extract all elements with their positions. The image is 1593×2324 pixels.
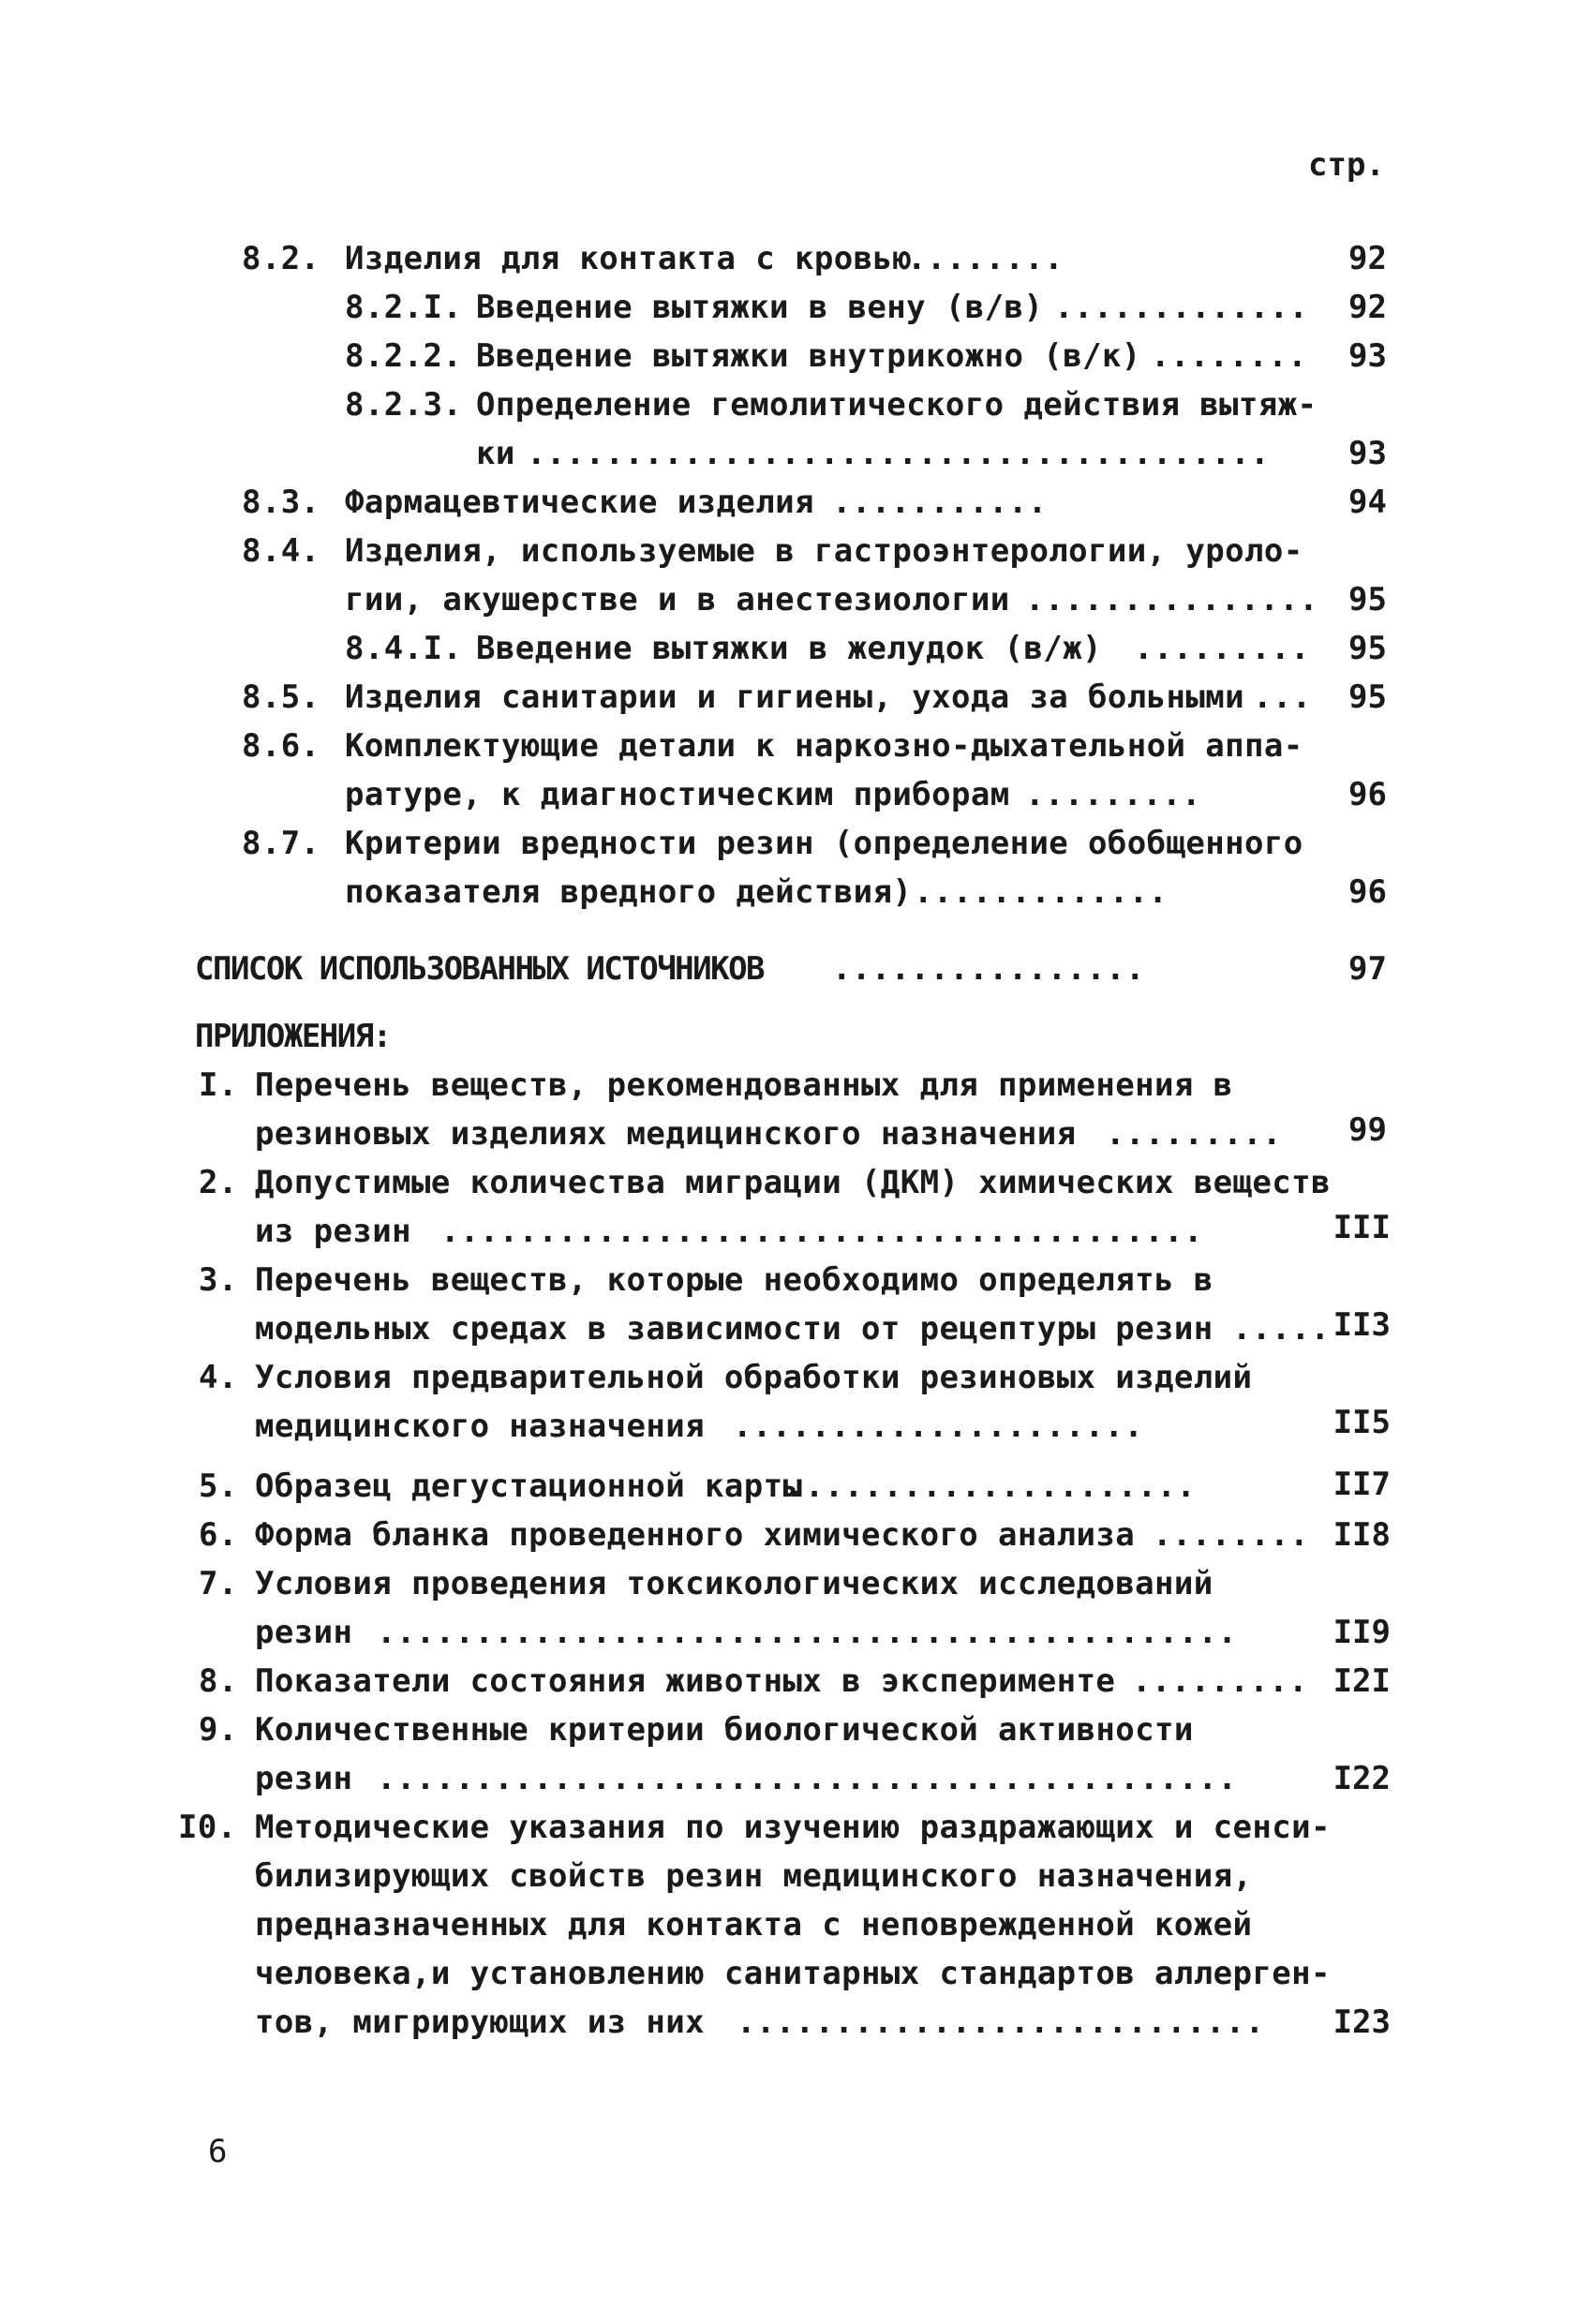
appendix-line: резиновых изделиях медицинского назначения	[255, 1115, 1077, 1153]
entry-number: 8.6.	[242, 727, 320, 765]
page-number: 96	[1348, 873, 1387, 911]
dot-leader: .............	[1054, 289, 1309, 326]
page-number: 96	[1348, 776, 1387, 813]
page-number: 92	[1348, 240, 1387, 277]
page-number: 92	[1348, 289, 1387, 326]
entry-number: 8.2.	[242, 240, 320, 277]
appendix-line: билизирующих свойств резин медицинского назначения,	[255, 1857, 1253, 1895]
dot-leader: .........	[1025, 776, 1201, 813]
entry-number: 8.7.	[242, 825, 320, 862]
dot-leader: .....................	[733, 1408, 1144, 1445]
dot-leader: .........	[1132, 1662, 1308, 1700]
entry-title: Изделия, используемые в гастроэнтерологии, уроло-	[345, 532, 1303, 570]
footer-page-number: 6	[208, 2133, 228, 2170]
page-column-label: стр.	[1308, 146, 1385, 184]
appendix-line: Условия предварительной обработки резиновых изделий	[255, 1359, 1253, 1396]
entry-title: Определение гемолитического действия вытяж-	[476, 386, 1318, 424]
dot-leader: .....................	[785, 1467, 1197, 1505]
appendix-line: Образец дегустационной карты	[255, 1467, 803, 1505]
appendix-line: Перечень веществ, которые необходимо определять в	[255, 1261, 1213, 1299]
dot-leader: ...	[1253, 678, 1312, 716]
page-number: 95	[1348, 678, 1387, 716]
appendix-number: I0.	[178, 1809, 237, 1846]
appendix-number: 9.	[199, 1711, 238, 1749]
entry-title: Изделия санитарии и гигиены, ухода за больными	[345, 678, 1245, 716]
appendix-heading: ПРИЛОЖЕНИЯ:	[195, 1018, 391, 1055]
appendix-line: медицинского назначения	[255, 1408, 706, 1445]
dot-leader: ...............	[1025, 581, 1319, 618]
appendix-line: Условия проведения токсикологических исследований	[255, 1565, 1213, 1602]
page-number: 94	[1348, 484, 1387, 521]
entry-title: Критерии вредности резин (определение обобщенного	[345, 825, 1303, 862]
page-number: I22	[1332, 1760, 1391, 1797]
appendix-number: I.	[199, 1066, 238, 1104]
dot-leader: ...........	[832, 484, 1048, 521]
appendix-line: предназначенных для контакта с неповрежденной кожей	[255, 1906, 1253, 1944]
dot-leader: ............................................	[377, 1614, 1238, 1651]
appendix-line: Показатели состояния животных в эксперименте	[255, 1662, 1116, 1700]
dot-leader: .........	[1134, 630, 1310, 667]
page-number: II3	[1332, 1306, 1391, 1344]
entry-title: Изделия для контакта с кровью	[345, 240, 913, 277]
entry-number: 8.4.I.	[345, 630, 463, 667]
entry-number: 8.2.I.	[345, 289, 463, 326]
page-number: II7	[1332, 1466, 1391, 1503]
appendix-line: Допустимые количества миграции (ДКМ) химических веществ	[255, 1164, 1331, 1201]
entry-number: 8.2.2.	[345, 337, 463, 375]
entry-number: 8.5.	[242, 678, 320, 716]
entry-title-continued: показателя вредного действия)	[345, 873, 913, 911]
entry-title: Введение вытяжки в желудок (в/ж)	[476, 630, 1102, 667]
appendix-line: тов, мигрирующих из них	[255, 2004, 706, 2041]
page-number: 97	[1348, 950, 1387, 988]
appendix-line: модельных средах в зависимости от рецептуры резин	[255, 1310, 1213, 1348]
dot-leader: ........	[1153, 1516, 1309, 1554]
dot-leader: ............................................	[377, 1760, 1238, 1797]
appendix-line: Количественные критерии биологической активности	[255, 1711, 1194, 1749]
appendix-line: Методические указания по изучению раздражающих и сенси-	[255, 1809, 1331, 1846]
appendix-number: 4.	[199, 1359, 238, 1396]
page-number: I2I	[1332, 1662, 1391, 1700]
appendix-number: 8.	[199, 1662, 238, 1700]
dot-leader: ........	[1151, 337, 1307, 375]
entry-title-continued: ки	[476, 435, 515, 472]
appendix-line: человека,и установлению санитарных стандартов аллерген-	[255, 1955, 1331, 1992]
entry-title: Введение вытяжки в вену (в/в)	[476, 289, 1044, 326]
appendix-line: Форма бланка проведенного химического анализа	[255, 1516, 1136, 1554]
entry-number: 8.4.	[242, 532, 320, 570]
appendix-number: 5.	[199, 1467, 238, 1505]
appendix-number: 6.	[199, 1516, 238, 1554]
page-number: 95	[1348, 581, 1387, 618]
page-number: II9	[1332, 1614, 1391, 1651]
appendix-number: 7.	[199, 1565, 238, 1602]
page-number: 95	[1348, 630, 1387, 667]
page-number: I23	[1332, 2004, 1391, 2041]
page-number: II8	[1332, 1516, 1391, 1554]
page-number: III	[1332, 1209, 1391, 1246]
entry-title: Комплектующие детали к наркозно-дыхательной аппа-	[345, 727, 1303, 765]
entry-title-continued: ратуре, к диагностическим приборам	[345, 776, 1010, 813]
appendix-line: резин	[255, 1760, 353, 1797]
dot-leader: .......................................	[440, 1213, 1203, 1250]
page-number: 93	[1348, 337, 1387, 375]
entry-title: Фармацевтические изделия	[345, 484, 814, 521]
entry-number: 8.3.	[242, 484, 320, 521]
appendix-line: из резин	[255, 1213, 411, 1250]
dot-leader: .............	[914, 873, 1169, 911]
entry-number: 8.2.3.	[345, 386, 463, 424]
entry-title-continued: гии, акушерстве и в анестезиологии	[345, 581, 1010, 618]
page-number: II5	[1332, 1404, 1391, 1441]
sources-title: СПИСОК ИСПОЛЬЗОВАННЫХ ИСТОЧНИКОВ	[195, 950, 765, 988]
page-number: 93	[1348, 435, 1387, 472]
dot-leader: ...........................	[737, 2004, 1265, 2041]
dot-leader: .........	[1106, 1115, 1282, 1153]
appendix-number: 3.	[199, 1261, 238, 1299]
appendix-line: резин	[255, 1614, 353, 1651]
page-number: 99	[1348, 1111, 1387, 1149]
dot-leader: ........	[907, 240, 1064, 277]
dot-leader: ................	[832, 950, 1145, 988]
entry-title: Введение вытяжки внутрикожно (в/к)	[476, 337, 1141, 375]
appendix-line: Перечень веществ, рекомендованных для применения в	[255, 1066, 1233, 1104]
dot-leader: .....	[1232, 1310, 1331, 1348]
dot-leader: ......................................	[527, 435, 1271, 472]
appendix-number: 2.	[199, 1164, 238, 1201]
